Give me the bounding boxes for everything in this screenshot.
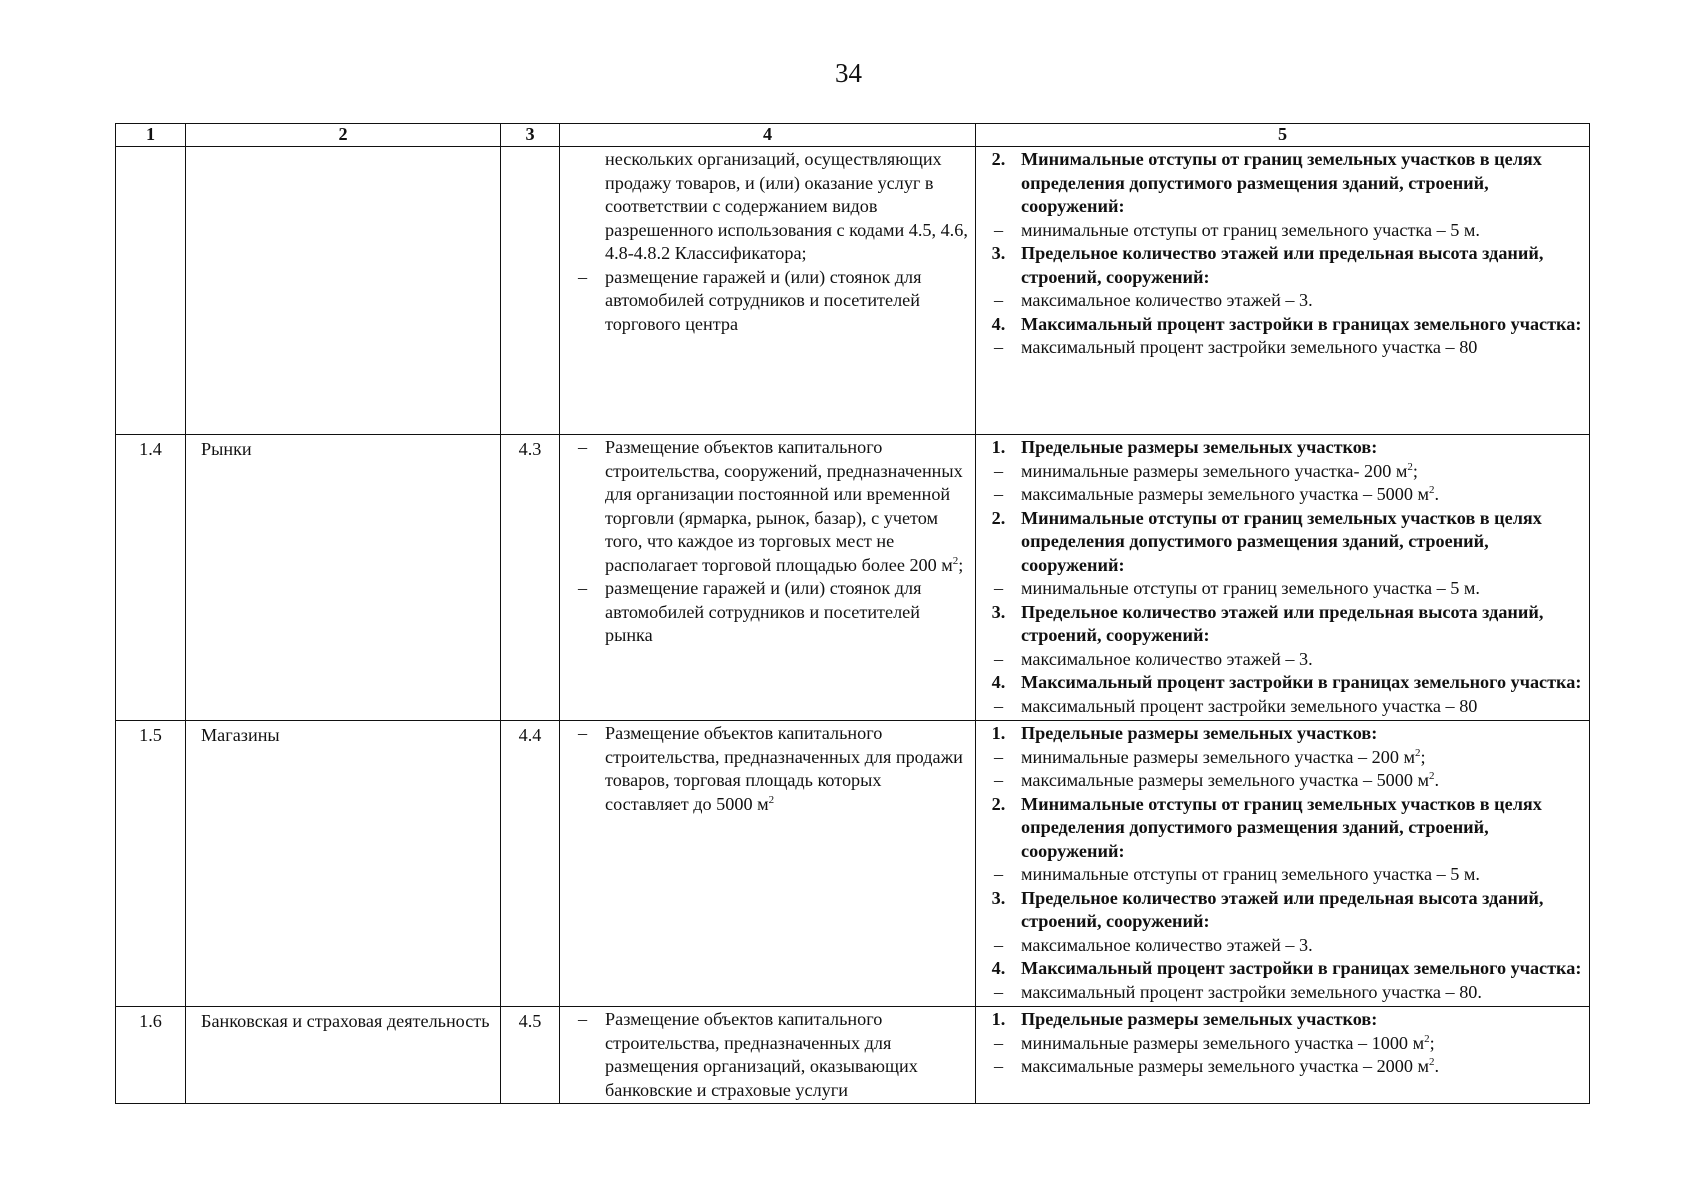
list-marker: 1. <box>991 1009 1006 1029</box>
permitted-uses-cell <box>560 721 976 1007</box>
zoning-table <box>115 123 1590 1104</box>
parameter-text: минимальные размеры земельного участка- 200 $м^2$; <box>1021 460 1418 481</box>
parameter-text: максимальные размеры земельного участка – 5000 $м^2$. <box>1021 770 1440 790</box>
parameter-heading <box>976 957 1583 981</box>
parameter-text: минимальные отступы от границ земельного участка – 5 м. <box>1021 864 1480 884</box>
table-header-row <box>116 124 1590 147</box>
use-item <box>560 722 969 816</box>
parameter-text: Максимальный процент застройки в границах земельного участка: <box>1021 313 1582 334</box>
parameter-heading <box>976 793 1583 864</box>
parameter-heading <box>976 242 1583 289</box>
parameter-text: Предельное количество этажей или предельная высота зданий, строений, сооружений: <box>1021 887 1544 931</box>
list-marker: – <box>993 337 1004 357</box>
parameter-value <box>976 746 1583 770</box>
list-marker: – <box>993 770 1004 790</box>
parameter-text: минимальные отступы от границ земельного участка – 5 м. <box>1021 578 1480 598</box>
column-header: 5 <box>976 124 1590 147</box>
table-row <box>116 1007 1590 1104</box>
parameter-text: Предельные размеры земельных участков: <box>1021 723 1378 743</box>
parameter-heading <box>976 1008 1583 1032</box>
parameter-text: максимальный процент застройки земельного участка – 80 <box>1021 695 1478 716</box>
parameter-value <box>976 289 1583 313</box>
row-number: 1.4 <box>116 435 186 721</box>
parameter-value <box>976 934 1583 958</box>
list-marker: – <box>993 290 1004 310</box>
use-item <box>560 1008 969 1102</box>
parameter-text: Предельное количество этажей или предельная высота зданий, строений, сооружений: <box>1021 601 1544 645</box>
permitted-uses-cell <box>560 147 976 435</box>
use-text: размещение гаражей и (или) стоянок для автомобилей сотрудников и посетителей рынка <box>605 578 922 645</box>
row-number <box>116 147 186 435</box>
parameter-value <box>976 1032 1583 1056</box>
parameter-value <box>976 336 1583 360</box>
list-marker: 2. <box>991 793 1006 814</box>
classifier-code: 4.4 <box>501 721 560 1007</box>
row-number: 1.6 <box>116 1007 186 1104</box>
classifier-code <box>501 147 560 435</box>
list-marker: 4. <box>991 958 1006 978</box>
parameter-text: максимальное количество этажей – 3. <box>1021 290 1313 310</box>
classifier-code: 4.3 <box>501 435 560 721</box>
parameter-text: минимальные размеры земельного участка – 200 $м^2$; <box>1021 746 1426 767</box>
list-marker: – <box>993 695 1004 716</box>
land-use-name <box>186 147 501 435</box>
parameter-text: Максимальный процент застройки в границах земельного участка: <box>1021 958 1582 978</box>
list-marker: – <box>993 578 1004 598</box>
parameter-value <box>976 769 1583 793</box>
classifier-code: 4.5 <box>501 1007 560 1104</box>
permitted-uses-cell <box>560 435 976 721</box>
list-marker: – <box>577 437 588 457</box>
parameter-value <box>976 695 1583 719</box>
table-body <box>116 147 1590 1104</box>
parameter-text: Минимальные отступы от границ земельных участков в целях определения допустимого размещения зданий, строений, сооружений: <box>1021 793 1542 861</box>
list-marker: – <box>993 981 1004 1002</box>
list-marker: – <box>993 1032 1004 1053</box>
list-marker: – <box>993 460 1004 481</box>
parameters-cell <box>976 147 1590 435</box>
column-header: 4 <box>560 124 976 147</box>
parameter-text: Предельные размеры земельных участков: <box>1021 437 1378 457</box>
land-use-name: Рынки <box>186 435 501 721</box>
parameter-text: Предельное количество этажей или предельная высота зданий, строений, сооружений: <box>1021 243 1544 287</box>
parameter-value <box>976 648 1583 672</box>
parameter-value <box>976 219 1583 243</box>
list-marker: – <box>577 1009 588 1029</box>
list-marker: – <box>993 746 1004 767</box>
parameter-text: Максимальный процент застройки в границах земельного участка: <box>1021 672 1582 692</box>
parameter-text: минимальные размеры земельного участка – 1000 $м^2$; <box>1021 1032 1435 1053</box>
list-marker: – <box>993 219 1004 240</box>
parameter-text: максимальное количество этажей – 3. <box>1021 648 1313 669</box>
list-marker: – <box>993 648 1004 669</box>
parameter-heading <box>976 601 1583 648</box>
parameter-text: Минимальные отступы от границ земельных участков в целях определения допустимого размещения зданий, строений, сооружений: <box>1021 149 1542 216</box>
list-marker: – <box>577 723 588 743</box>
list-marker <box>560 148 605 266</box>
parameters-cell <box>976 435 1590 721</box>
column-header: 3 <box>501 124 560 147</box>
parameter-text: Минимальные отступы от границ земельных участков в целях определения допустимого размещения зданий, строений, сооружений: <box>1021 507 1542 575</box>
list-marker: – <box>993 864 1004 884</box>
use-text: нескольких организаций, осуществляющих продажу товаров, и (или) оказание услуг в соответствии с содержанием видов разрешенного использования с кодами 4.5, 4.6, 4.8-4.8.2 Классификатора; <box>605 149 968 263</box>
parameter-text: максимальный процент застройки земельного участка – 80. <box>1021 981 1482 1002</box>
use-text: Размещение объектов капитального строительства, предназначенных для продажи товаров, торговая площадь которых составляет до 5000 $м^2$ <box>605 723 963 814</box>
parameters-cell <box>976 721 1590 1007</box>
list-marker: 2. <box>991 507 1006 528</box>
parameter-value <box>976 577 1583 601</box>
parameter-value <box>976 1055 1583 1079</box>
list-marker: – <box>993 1056 1004 1076</box>
parameter-heading <box>976 507 1583 578</box>
parameter-heading <box>976 671 1583 695</box>
parameter-text: максимальное количество этажей – 3. <box>1021 934 1313 955</box>
use-item <box>560 577 969 648</box>
parameter-text: максимальные размеры земельного участка – 2000 $м^2$. <box>1021 1056 1440 1076</box>
permitted-uses-cell <box>560 1007 976 1104</box>
list-marker: – <box>577 266 588 287</box>
list-marker: – <box>577 578 588 598</box>
parameter-value <box>976 483 1583 507</box>
page-number: 34 <box>835 58 862 88</box>
row-number: 1.5 <box>116 721 186 1007</box>
list-marker: 3. <box>991 887 1006 908</box>
land-use-name: Банковская и страховая деятельность <box>186 1007 501 1104</box>
parameter-heading <box>976 148 1583 219</box>
list-marker: – <box>993 934 1004 955</box>
list-marker: 4. <box>991 313 1006 334</box>
use-item <box>560 436 969 577</box>
parameter-heading <box>976 887 1583 934</box>
column-header: 2 <box>186 124 501 147</box>
use-text: Размещение объектов капитального строительства, предназначенных для размещения организаций, оказывающих банковские и страховые услуги <box>605 1009 918 1100</box>
land-use-name: Магазины <box>186 721 501 1007</box>
list-marker: 1. <box>991 723 1006 743</box>
list-marker: 4. <box>991 672 1006 692</box>
list-marker: 3. <box>991 243 1006 263</box>
parameter-heading <box>976 313 1583 337</box>
list-marker: 1. <box>991 437 1006 457</box>
use-item <box>560 266 969 337</box>
parameter-text: минимальные отступы от границ земельного участка – 5 м. <box>1021 219 1480 240</box>
list-marker: 2. <box>991 149 1006 169</box>
column-header: 1 <box>116 124 186 147</box>
table-row <box>116 147 1590 435</box>
parameter-value <box>976 460 1583 484</box>
parameter-value <box>976 981 1583 1005</box>
parameters-cell <box>976 1007 1590 1104</box>
parameter-heading <box>976 722 1583 746</box>
parameter-text: максимальный процент застройки земельного участка – 80 <box>1021 337 1478 357</box>
list-marker: – <box>993 484 1004 504</box>
use-text: Размещение объектов капитального строительства, сооружений, предназначенных для организации постоянной или временной торговли (ярмарка, рынок, базар), с учетом того, что каждое из торговых мест не располагает торговой площадью более 200 $м^2$; <box>605 437 964 575</box>
parameter-value <box>976 863 1583 887</box>
table-row <box>116 721 1590 1007</box>
list-marker: 3. <box>991 601 1006 622</box>
parameter-heading <box>976 436 1583 460</box>
use-item <box>560 148 969 266</box>
table-row <box>116 435 1590 721</box>
parameter-text: Предельные размеры земельных участков: <box>1021 1009 1378 1029</box>
use-text: размещение гаражей и (или) стоянок для автомобилей сотрудников и посетителей торгового центра <box>605 266 922 334</box>
parameter-text: максимальные размеры земельного участка – 5000 $м^2$. <box>1021 484 1440 504</box>
